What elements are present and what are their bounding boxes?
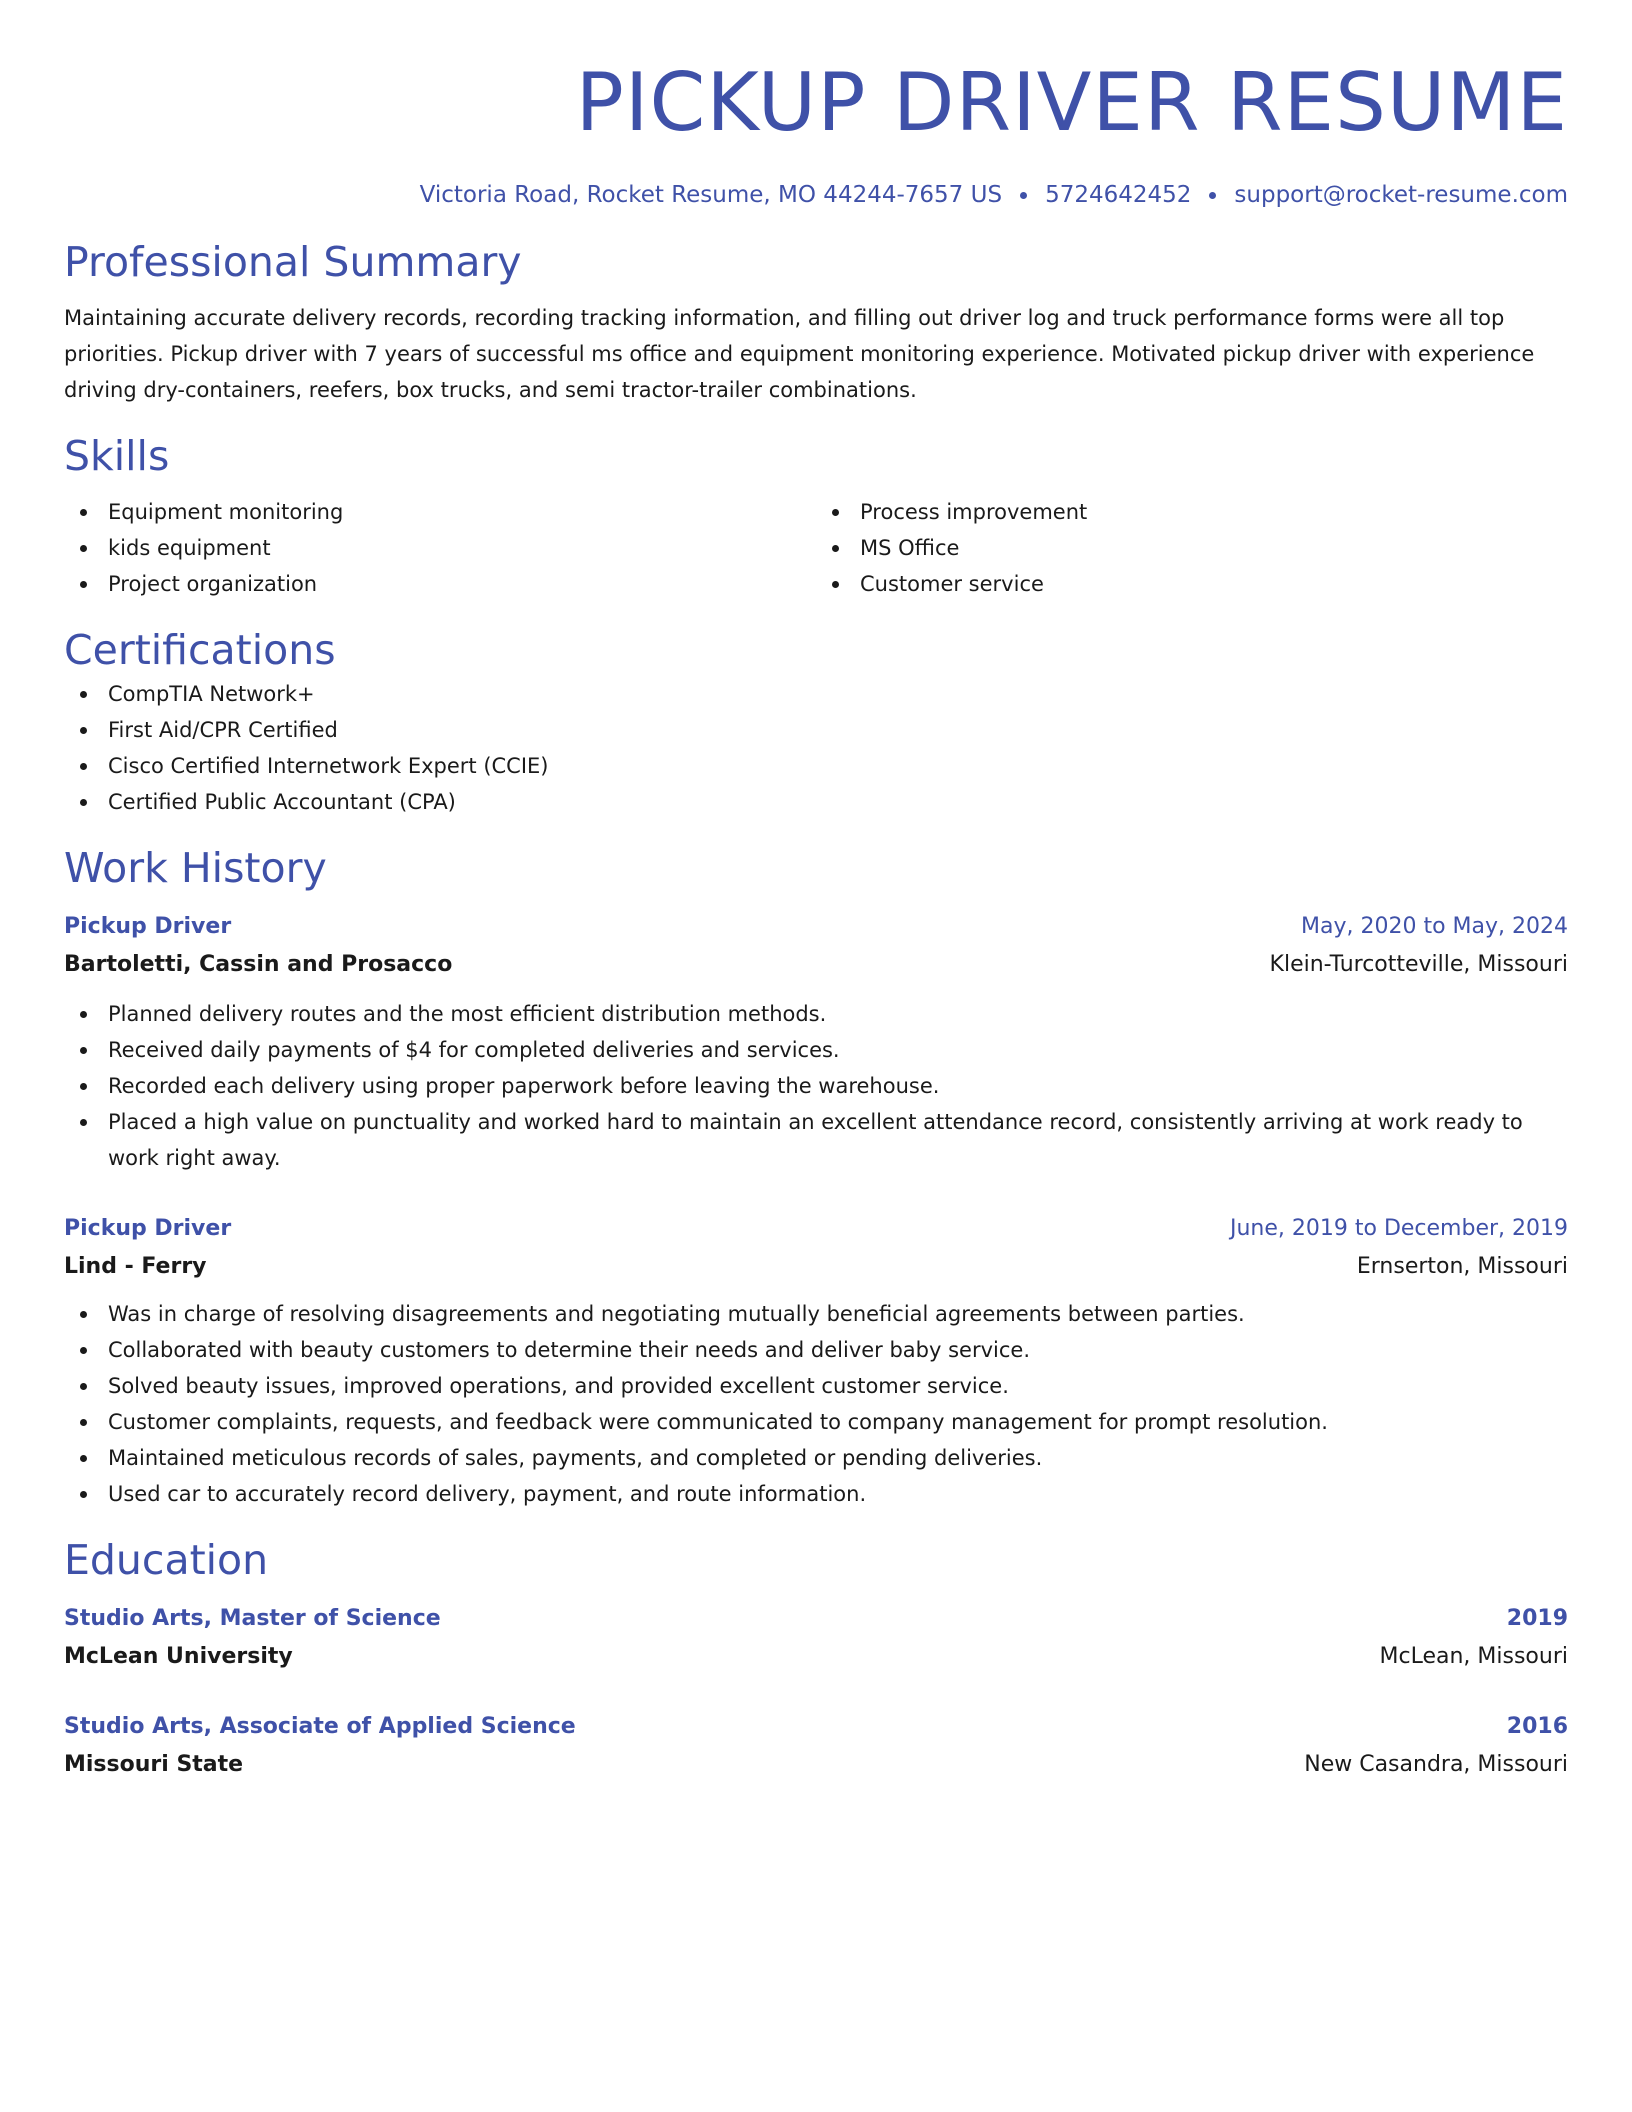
job-duty-item: Recorded each delivery using proper paperwork before leaving the warehouse. — [64, 1068, 1568, 1104]
contact-address: Victoria Road, Rocket Resume, MO 44244-7657 US — [419, 182, 1003, 208]
job-role: Pickup Driver — [64, 914, 232, 939]
bullet-separator — [1209, 192, 1216, 199]
summary-heading: Professional Summary — [64, 238, 522, 286]
education-location: New Casandra, Missouri — [1304, 1752, 1568, 1777]
certifications-list — [64, 676, 1568, 820]
certification-item: First Aid/CPR Certified — [64, 712, 1568, 748]
education-year: 2019 — [1506, 1606, 1568, 1631]
job-duty-item: Planned delivery routes and the most efficient distribution methods. — [64, 996, 1568, 1032]
education-degree: Studio Arts, Associate of Applied Science — [64, 1714, 576, 1739]
education-entry — [64, 1600, 1568, 1676]
job-duty-item: Received daily payments of $4 for completed deliveries and services. — [64, 1032, 1568, 1068]
education-heading: Education — [64, 1536, 269, 1584]
certification-item: CompTIA Network+ — [64, 676, 1568, 712]
skills-heading: Skills — [64, 432, 170, 480]
skill-item: MS Office — [816, 530, 1568, 566]
job-duties — [64, 1296, 1568, 1512]
resume-title: PICKUP DRIVER RESUME — [575, 56, 1568, 149]
skills-list — [64, 494, 1568, 602]
job-location: Ernserton, Missouri — [1356, 1254, 1568, 1279]
education-school: McLean University — [64, 1644, 293, 1669]
skill-item: Customer service — [816, 566, 1568, 602]
certifications-heading: Certifications — [64, 626, 336, 674]
certification-item: Cisco Certified Internetwork Expert (CCIE) — [64, 748, 1568, 784]
skill-item: Equipment monitoring — [64, 494, 816, 530]
job-company: Lind - Ferry — [64, 1254, 207, 1279]
education-degree: Studio Arts, Master of Science — [64, 1606, 441, 1631]
job-duty-item: Used car to accurately record delivery, payment, and route information. — [64, 1476, 1568, 1512]
education-entry — [64, 1708, 1568, 1784]
skills-column-right — [816, 494, 1568, 602]
job-company: Bartoletti, Cassin and Prosacco — [64, 952, 453, 977]
certification-item: Certified Public Accountant (CPA) — [64, 784, 1568, 820]
job-duty-item: Customer complaints, requests, and feedback were communicated to company management for prompt resolution. — [64, 1404, 1568, 1440]
job-entry — [64, 908, 1568, 1176]
skill-item: Project organization — [64, 566, 816, 602]
summary-text: Maintaining accurate delivery records, recording tracking information, and filling out driver log and truck performance forms were all top priorities. Pickup driver with 7 years of successful ms office and equipment monitoring experience. Motivated pickup driver with experience driving dry-containers, reefers, box trucks, and semi tractor-trailer combinations. — [64, 306, 1535, 402]
job-location: Klein-Turcotteville, Missouri — [1269, 952, 1568, 977]
contact-phone[interactable]: 5724642452 — [1045, 182, 1192, 208]
job-duties — [64, 996, 1568, 1176]
job-entry — [64, 1210, 1568, 1512]
job-dates: June, 2019 to December, 2019 — [1229, 1216, 1568, 1241]
job-role: Pickup Driver — [64, 1216, 232, 1241]
job-duty-item: Placed a high value on punctuality and worked hard to maintain an excellent attendance record, consistently arriving at work ready to work right away. — [64, 1104, 1568, 1176]
job-duty-item: Maintained meticulous records of sales, payments, and completed or pending deliveries. — [64, 1440, 1568, 1476]
work-history-heading: Work History — [64, 844, 327, 892]
bullet-separator — [1020, 192, 1027, 199]
contact-email[interactable]: support@rocket-resume.com — [1234, 182, 1568, 208]
skills-column-left — [64, 494, 816, 602]
job-duty-item: Was in charge of resolving disagreements and negotiating mutually beneficial agreements between parties. — [64, 1296, 1568, 1332]
skill-item: kids equipment — [64, 530, 816, 566]
education-year: 2016 — [1506, 1714, 1568, 1739]
skill-item: Process improvement — [816, 494, 1568, 530]
job-dates: May, 2020 to May, 2024 — [1301, 914, 1568, 939]
contact-line — [64, 182, 1568, 208]
education-location: McLean, Missouri — [1379, 1644, 1568, 1669]
job-duty-item: Solved beauty issues, improved operations, and provided excellent customer service. — [64, 1368, 1568, 1404]
job-duty-item: Collaborated with beauty customers to determine their needs and deliver baby service. — [64, 1332, 1568, 1368]
education-school: Missouri State — [64, 1752, 244, 1777]
